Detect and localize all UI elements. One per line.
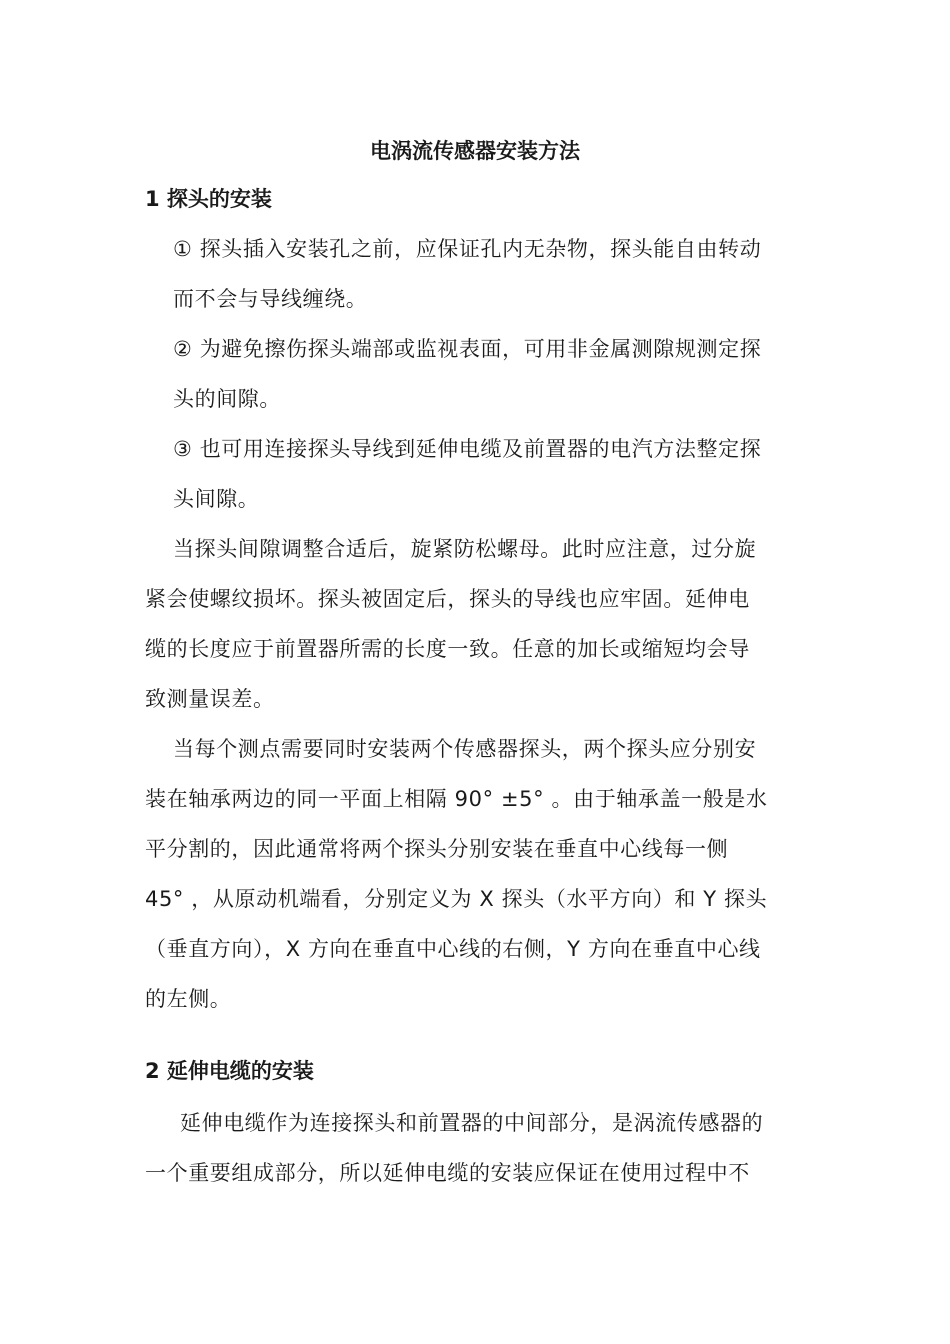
- list-item-1-line-1: ① 探头插入安装孔之前，应保证孔内无杂物，探头能自由转动: [173, 237, 762, 261]
- paragraph-2-line-1: 当每个测点需要同时安装两个传感器探头，两个探头应分别安: [173, 737, 757, 761]
- paragraph-1-line-3: 缆的长度应于前置器所需的长度一致。任意的加长或缩短均会导: [145, 637, 750, 661]
- list-item-3-line-2: 头间隙。: [173, 487, 260, 511]
- paragraph-1-line-4: 致测量误差。: [145, 687, 275, 711]
- list-item-2-line-2: 头的间隙。: [173, 387, 281, 411]
- paragraph-2-line-6: 的左侧。: [145, 987, 232, 1011]
- paragraph-2-line-5: （垂直方向），X 方向在垂直中心线的右侧，Y 方向在垂直中心线: [145, 937, 761, 961]
- section-2-heading: 2 延伸电缆的安装: [145, 1059, 314, 1083]
- document-title: 电涡流传感器安装方法: [370, 139, 580, 163]
- list-item-2-line-1: ② 为避免擦伤探头端部或监视表面，可用非金属测隙规测定探: [173, 337, 762, 361]
- section-1-heading: 1 探头的安装: [145, 187, 272, 211]
- paragraph-3-line-2: 一个重要组成部分，所以延伸电缆的安装应保证在使用过程中不: [145, 1161, 750, 1185]
- paragraph-2-line-3: 平分割的，因此通常将两个探头分别安装在垂直中心线每一侧: [145, 837, 729, 861]
- paragraph-1-line-2: 紧会使螺纹损坏。探头被固定后，探头的导线也应牢固。延伸电: [145, 587, 750, 611]
- paragraph-2-line-2: 装在轴承两边的同一平面上相隔 90° ±5° 。由于轴承盖一般是水: [145, 787, 768, 811]
- list-item-1-line-2: 而不会与导线缠绕。: [173, 287, 368, 311]
- paragraph-3-line-1: 延伸电缆作为连接探头和前置器的中间部分，是涡流传感器的: [180, 1111, 764, 1135]
- paragraph-1-line-1: 当探头间隙调整合适后，旋紧防松螺母。此时应注意，过分旋: [173, 537, 757, 561]
- paragraph-2-line-4: 45° ，从原动机端看，分别定义为 X 探头（水平方向）和 Y 探头: [145, 887, 768, 911]
- list-item-3-line-1: ③ 也可用连接探头导线到延伸电缆及前置器的电汽方法整定探: [173, 437, 762, 461]
